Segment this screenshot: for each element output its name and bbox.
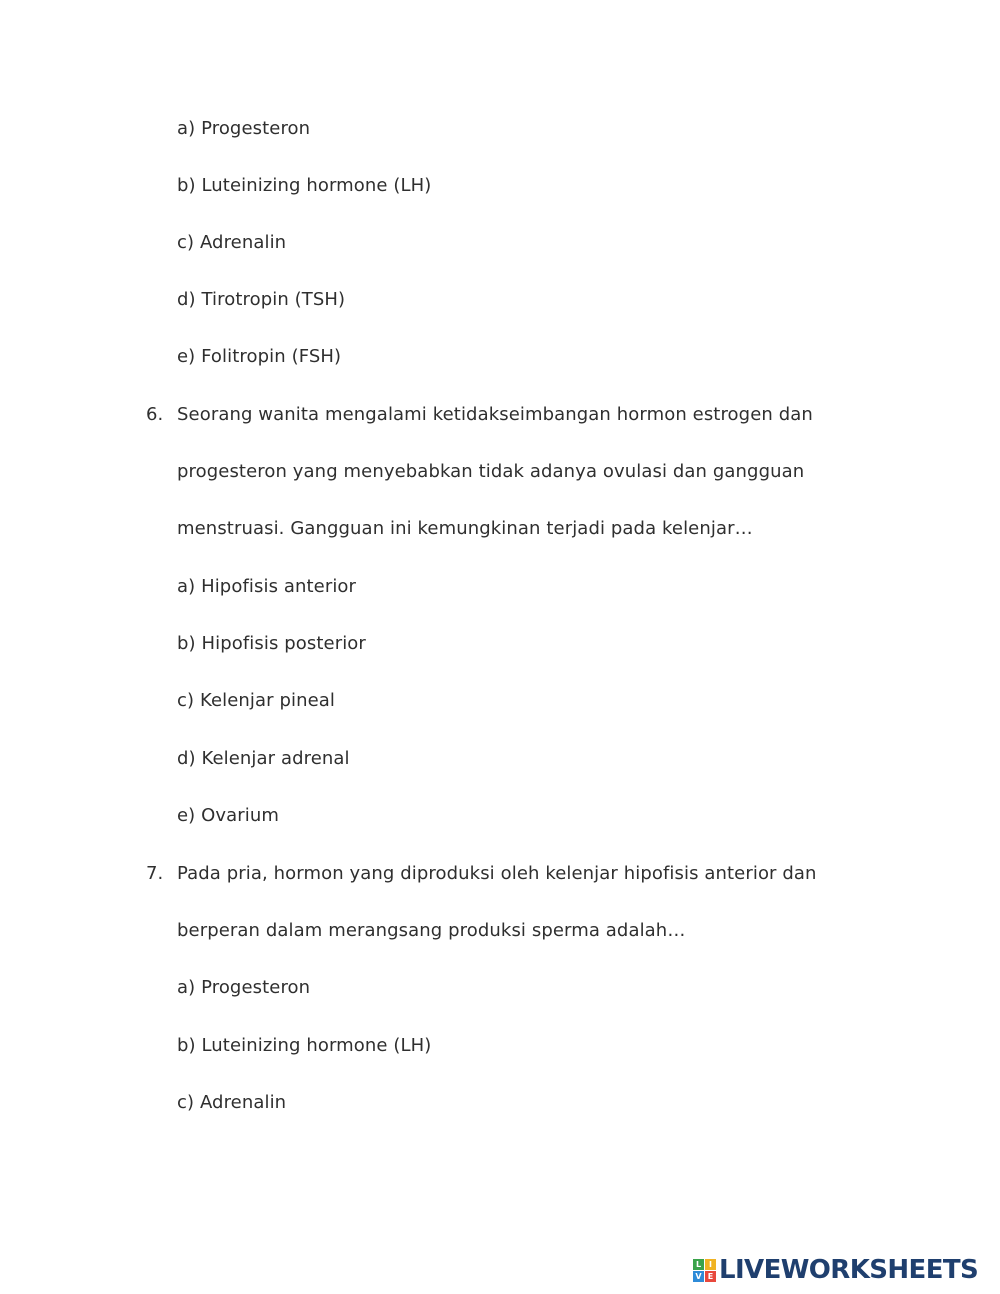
q6-text-line-3: menstruasi. Gangguan ini kemungkinan terjadi pada kelenjar…	[177, 518, 753, 539]
q5-option-a: a) Progesteron	[177, 118, 311, 139]
q6-option-a: a) Hipofisis anterior	[177, 576, 357, 597]
logo-letter-i: I	[705, 1259, 716, 1270]
logo-wordmark: LIVEWORKSHEETS	[719, 1255, 979, 1285]
q6-text-line-1: Seorang wanita mengalami ketidakseimbangan hormon estrogen dan	[177, 404, 813, 425]
q6-option-e: e) Ovarium	[177, 805, 280, 826]
logo-letter-v: V	[693, 1271, 704, 1282]
logo-letter-l: L	[693, 1259, 704, 1270]
q7-text-line-1: Pada pria, hormon yang diproduksi oleh kelenjar hipofisis anterior dan	[177, 863, 817, 884]
q6-option-b: b) Hipofisis posterior	[177, 633, 366, 654]
q6-text-line-2: progesteron yang menyebabkan tidak adanya ovulasi dan gangguan	[177, 461, 805, 482]
q5-option-d: d) Tirotropin (TSH)	[177, 289, 346, 310]
q6-number: 6.	[146, 404, 164, 425]
live-icon	[693, 1259, 716, 1282]
q6-option-d: d) Kelenjar adrenal	[177, 748, 350, 769]
q5-option-e: e) Folitropin (FSH)	[177, 346, 342, 367]
liveworksheets-logo	[693, 1253, 978, 1287]
logo-letter-e: E	[705, 1271, 716, 1282]
q5-option-b: b) Luteinizing hormone (LH)	[177, 175, 432, 196]
q7-option-c: c) Adrenalin	[177, 1092, 287, 1113]
q7-option-a: a) Progesteron	[177, 977, 311, 998]
q7-option-b: b) Luteinizing hormone (LH)	[177, 1035, 432, 1056]
q5-option-c: c) Adrenalin	[177, 232, 287, 253]
q7-number: 7.	[146, 863, 164, 884]
q7-text-line-2: berperan dalam merangsang produksi sperma adalah…	[177, 920, 686, 941]
q6-option-c: c) Kelenjar pineal	[177, 690, 335, 711]
